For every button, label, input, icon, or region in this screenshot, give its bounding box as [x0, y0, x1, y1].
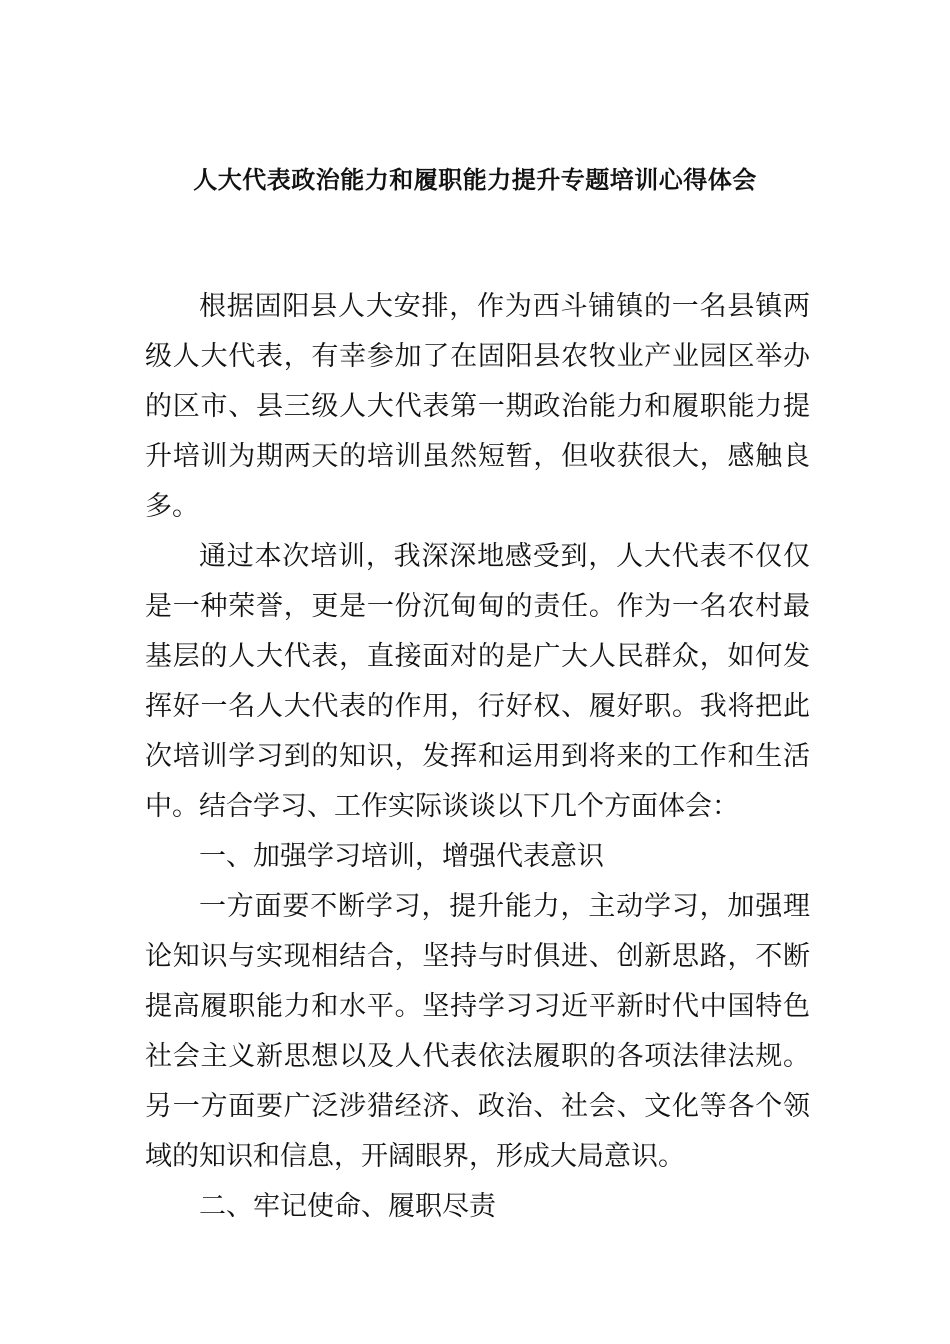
document-title: 人大代表政治能力和履职能力提升专题培训心得体会	[193, 166, 757, 194]
paragraph-section-1: 一方面要不断学习，提升能力，主动学习，加强理论知识与实现相结合，坚持与时俱进、创新思路，不断提高履职能力和水平。坚持学习习近平新时代中国特色社会主义新思想以及人代表依法履职的各项法律法规。另一方面要广泛涉猎经济、政治、社会、文化等各个领域的知识和信息，开阔眼界，形成大局意识。	[145, 891, 810, 1172]
paragraph-intro: 根据固阳县人大安排，作为西斗铺镇的一名县镇两级人大代表，有幸参加了在固阳县农牧业产业园区举办的区市、县三级人大代表第一期政治能力和履职能力提升培训为期两天的培训虽然短暂，但收获很大，感触良多。	[145, 291, 810, 522]
document-body	[145, 282, 810, 1232]
paragraph-reflection: 通过本次培训，我深深地感受到，人大代表不仅仅是一种荣誉，更是一份沉甸甸的责任。作为一名农村最基层的人大代表，直接面对的是广大人民群众，如何发挥好一名人大代表的作用，行好权、履好职。我将把此次培训学习到的知识，发挥和运用到将来的工作和生活中。结合学习、工作实际谈谈以下几个方面体会：	[145, 541, 810, 822]
section-heading-1: 一、加强学习培训，增强代表意识	[199, 841, 604, 872]
section-heading-2: 二、牢记使命、履职尽责	[199, 1191, 496, 1222]
